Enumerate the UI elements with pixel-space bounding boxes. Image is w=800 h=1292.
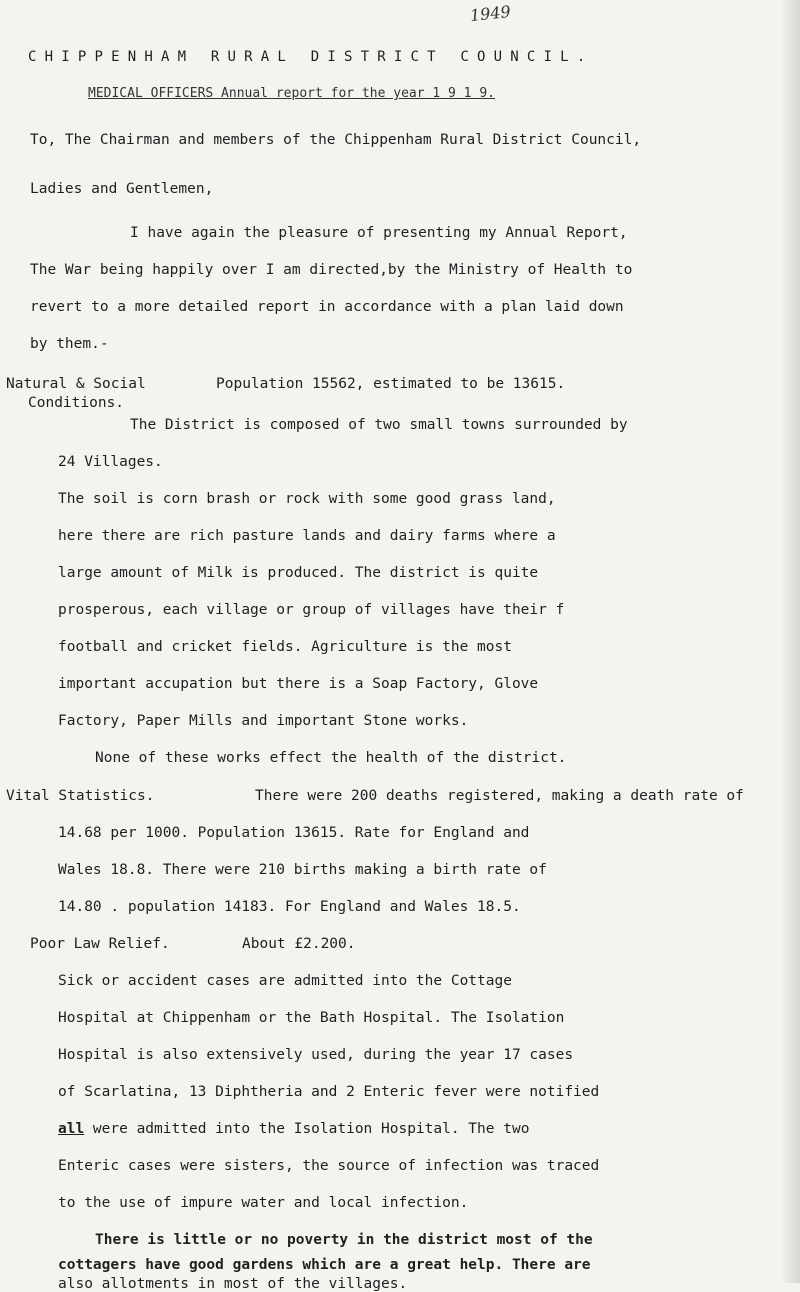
body-line: large amount of Milk is produced. The district is quite xyxy=(58,565,539,581)
intro-line: I have again the pleasure of presenting my Annual Report, xyxy=(130,225,628,241)
body-line: 24 Villages. xyxy=(58,454,163,470)
body-line: Population 15562, estimated to be 13615. xyxy=(216,376,566,392)
body-line: Hospital at Chippenham or the Bath Hospital. The Isolation xyxy=(58,1010,565,1026)
body-line-rest: were admitted into the Isolation Hospital. The two xyxy=(84,1121,530,1137)
intro-line: The War being happily over I am directed,by the Ministry of Health to xyxy=(30,262,633,278)
body-line: 14.68 per 1000. Population 13615. Rate for England and xyxy=(58,825,530,841)
section-heading-vital: Vital Statistics. xyxy=(6,788,155,804)
body-line: 14.80 . population 14183. For England and Wales 18.5. xyxy=(58,899,521,915)
body-line: important accupation but there is a Soap Factory, Glove xyxy=(58,676,539,692)
section-heading-poor-law: Poor Law Relief. xyxy=(30,936,170,952)
body-line: to the use of impure water and local infection. xyxy=(58,1195,469,1211)
poor-law-amount: About £2.200. xyxy=(242,936,356,952)
body-line: Sick or accident cases are admitted into the Cottage xyxy=(58,973,512,989)
body-line: Hospital is also extensively used, during the year 17 cases xyxy=(58,1047,574,1063)
section-heading-natural-social: Natural & Social xyxy=(6,376,146,392)
body-line-bold: cottagers have good gardens which are a great help. There are xyxy=(58,1257,591,1273)
body-line: also allotments in most of the villages. xyxy=(58,1276,408,1292)
body-line: Enteric cases were sisters, the source of infection was traced xyxy=(58,1158,600,1174)
intro-line: by them.- xyxy=(30,336,109,352)
body-line: The District is composed of two small towns surrounded by xyxy=(130,417,628,433)
handwritten-annotation: 1949 xyxy=(469,1,512,26)
body-line: prosperous, each village or group of villages have their f xyxy=(58,602,565,618)
body-line: here there are rich pasture lands and dairy farms where a xyxy=(58,528,556,544)
page-edge-shadow xyxy=(780,0,800,1283)
body-line: Wales 18.8. There were 210 births making a birth rate of xyxy=(58,862,547,878)
underlined-word-all: all xyxy=(58,1121,85,1137)
section-heading-conditions: Conditions. xyxy=(28,395,125,411)
body-line: There were 200 deaths registered, making a death rate of xyxy=(255,788,744,804)
greeting-line: Ladies and Gentlemen, xyxy=(30,181,214,197)
body-line xyxy=(58,1122,529,1137)
body-line: of Scarlatina, 13 Diphtheria and 2 Enteric fever were notified xyxy=(58,1084,600,1100)
body-line: None of these works effect the health of the district. xyxy=(95,750,567,766)
body-line: football and cricket fields. Agriculture is the most xyxy=(58,639,512,655)
body-line: Factory, Paper Mills and important Stone works. xyxy=(58,713,469,729)
report-subtitle: MEDICAL OFFICERS Annual report for the year 1 9 1 9. xyxy=(88,86,495,101)
addressee-line: To, The Chairman and members of the Chippenham Rural District Council, xyxy=(30,132,642,148)
body-line-bold: There is little or no poverty in the district most of the xyxy=(95,1232,593,1248)
body-line: The soil is corn brash or rock with some good grass land, xyxy=(58,491,556,507)
intro-line: revert to a more detailed report in accordance with a plan laid down xyxy=(30,299,624,315)
council-heading: CHIPPENHAM RURAL DISTRICT COUNCIL. xyxy=(28,49,594,65)
